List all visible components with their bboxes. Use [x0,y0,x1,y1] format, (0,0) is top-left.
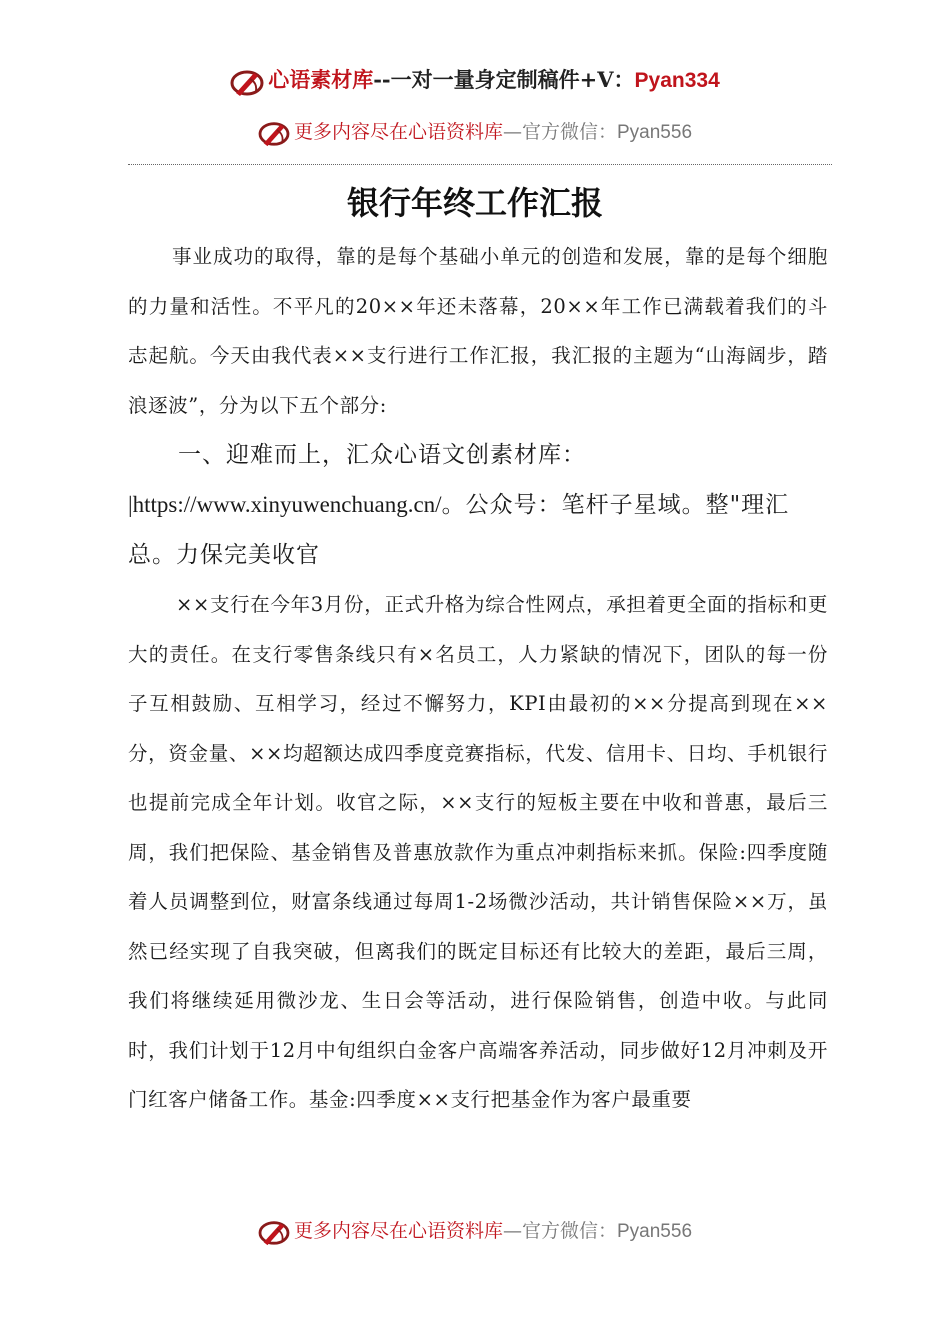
pen-logo-icon [258,1218,290,1246]
watermark-official: 官方微信： [521,121,617,143]
document-title: 银行年终工作汇报 [346,184,603,222]
watermark-separator: — [502,121,522,143]
pen-logo-icon [230,67,264,97]
watermark-id: Pyan556 [617,1221,693,1242]
watermark-text: 更多内容尽在心语资料库 [293,121,503,143]
header-slogan: --一对一量身定制稿件+V： [373,67,635,92]
section-1-head: 一、迎难而上，汇众心语文创素材库： [178,442,586,468]
watermark-separator: — [502,1220,522,1242]
watermark-official: 官方微信： [521,1220,617,1242]
watermark-text: 更多内容尽在心语资料库 [293,1220,503,1242]
header-wechat-id: Pyan334 [634,69,720,92]
section-1-tail: 。公众号：笔杆子星域。整"理汇总。力保完美收官 [128,492,790,568]
paragraph-2: ××支行在今年3月份，正式升格为综合性网点，承担着更全面的指标和更大的责任。在支行零售条线只有×名员工，人力紧缺的情况下，团队的每一份子互相鼓励、互相学习，经过不懈努力，KPI由最初的××分提高到现在××分，资金量、××均超额达成四季度竞赛指标，代发、信用卡、日均、手机银行也提前完成全年计划。收官之际，××支行的短板主要在中收和普惠，最后三周，我们把保险、基金销售及普惠放款作为重点冲刺指标来抓。保险:四季度随着人员调整到位，财富条线通过每周1-2场微沙活动，共计销售保险××万，虽然已经实现了自我突破，但离我们的既定目标还有比较大的差距，最后三周，我们将继续延用微沙龙、生日会等活动，进行保险销售，创造中收。与此同时，我们计划于12月中旬组织白金客户高端客养活动，同步做好12月冲刺及开门红客户储备工作。基金:四季度××支行把基金作为客户最重要 [128,593,828,1111]
intro-paragraph: 事业成功的取得，靠的是每个基础小单元的创造和发展，靠的是每个细胞的力量和活性。不平凡的20××年还未落幕，20××年工作已满载着我们的斗志起航。今天由我代表××支行进行工作汇报，我汇报的主题为“山海阔步，踏浪逐波”，分为以下五个部分: [128,245,828,417]
header-banner [0,64,950,97]
header-divider [128,164,832,165]
pen-logo-icon [258,119,290,147]
section-1-url: |https://www.xinyuwenchuang.cn/ [128,492,442,517]
watermark-id: Pyan556 [617,122,693,143]
section-1-heading [128,430,828,580]
watermark-bottom [0,1216,950,1246]
header-brand: 心语素材库 [268,67,374,92]
watermark-top [0,117,950,147]
